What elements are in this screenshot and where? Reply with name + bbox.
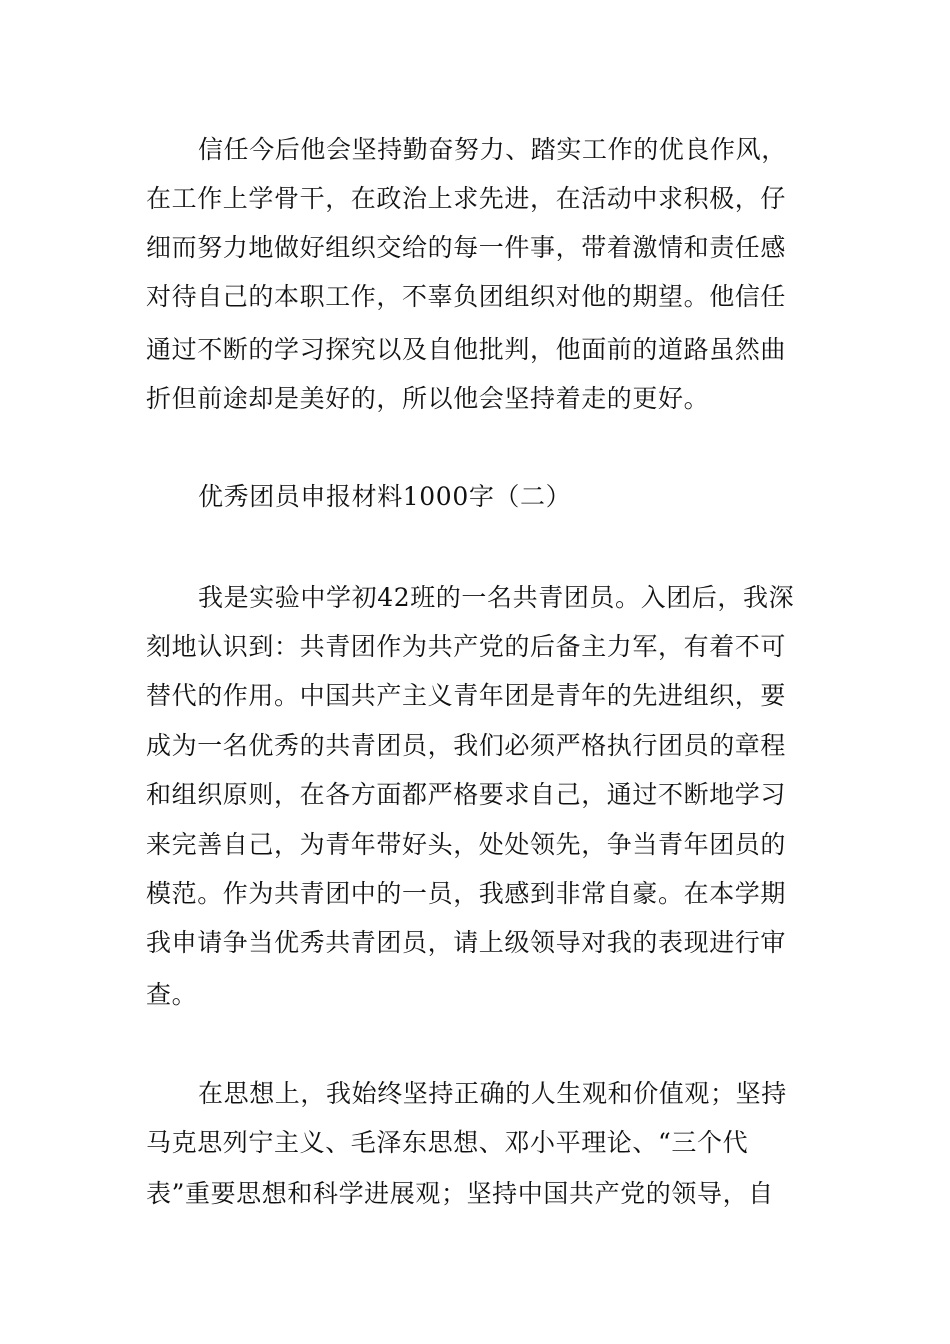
paragraph-line: 折但前途却是美好的，所以他会坚持着走的更好。	[146, 384, 710, 413]
paragraph-line: 细而努力地做好组织交给的每一件事，带着激情和责任感	[146, 233, 787, 262]
paragraph-line: 马克思列宁主义、毛泽东思想、邓小平理论、“三个代	[146, 1128, 749, 1157]
paragraph-line: 在工作上学骨干，在政治上求先进，在活动中求积极，仔	[146, 184, 787, 213]
paragraph-line: 对待自己的本职工作，不辜负团组织对他的期望。他信任	[146, 282, 787, 311]
paragraph-line: 来完善自己，为青年带好头，处处领先，争当青年团员的	[146, 830, 787, 859]
paragraph-line: 刻地认识到：共青团作为共产党的后备主力军，有着不可	[146, 632, 787, 661]
paragraph-line: 表”重要思想和科学进展观；坚持中国共产党的领导，自	[146, 1179, 774, 1208]
paragraph-line: 在思想上，我始终坚持正确的人生观和价值观；坚持	[198, 1079, 787, 1108]
paragraph-line: 成为一名优秀的共青团员，我们必须严格执行团员的章程	[146, 731, 787, 760]
paragraph-line: 模范。作为共青团中的一员，我感到非常自豪。在本学期	[146, 879, 787, 908]
paragraph-line: 我是实验中学初42班的一名共青团员。入团后，我深	[198, 583, 795, 612]
paragraph-line: 信任今后他会坚持勤奋努力、踏实工作的优良作风，	[198, 135, 787, 164]
section-heading: 优秀团员申报材料1000字（二）	[198, 482, 572, 511]
paragraph-line: 查。	[146, 980, 198, 1009]
paragraph-line: 替代的作用。中国共产主义青年团是青年的先进组织，要	[146, 681, 787, 710]
paragraph-line: 我申请争当优秀共青团员，请上级领导对我的表现进行审	[146, 928, 787, 957]
paragraph-line: 通过不断的学习探究以及自他批判，他面前的道路虽然曲	[146, 335, 787, 364]
paragraph-line: 和组织原则，在各方面都严格要求自己，通过不断地学习	[146, 780, 787, 809]
